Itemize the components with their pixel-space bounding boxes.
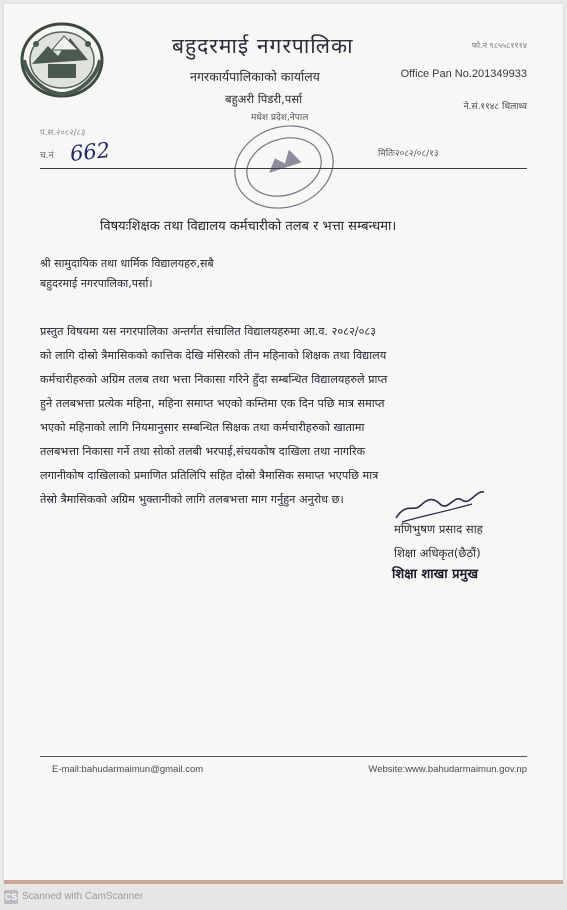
body-line: को लागि दोस्रो त्रैमासिकको कात्तिक देखि मंसिरको तीन महिनाको शिक्षक तथा विद्यालय	[40, 349, 387, 362]
body-line: लगानीकोष दाखिलाको प्रमाणित प्रतिलिपि सहित दोस्रो त्रैमासिक समाप्त भएपछि मात्र	[40, 469, 379, 482]
municipality-emblem-icon	[18, 20, 106, 98]
signatory-post: शिक्षा अधिकृत(छैठौं)	[394, 546, 481, 560]
body-line: कर्मचारीहरुको अग्रिम तलब तथा भत्ता निकासा गरिने हुँदा सम्बन्धित विद्यालयहरुले प्राप्त	[40, 373, 388, 386]
letter-subject: विषयःशिक्षक तथा विद्यालय कर्मचारीको तलब र भत्ता सम्बन्धमा।	[100, 219, 397, 234]
body-line: तेस्रो त्रैमासिकको अग्रिम भुक्तानीको लागि तलबभत्ता माग गर्नुहुन अनुरोध छ।	[40, 493, 344, 506]
footer-website: Website:www.bahudarmaimun.gov.np	[368, 764, 527, 775]
scanner-watermark: Scanned with CamScanner	[22, 891, 144, 902]
office-address: बहुअरी पिडरी,पर्सा	[225, 92, 303, 106]
reference-cha-na-label: च.नं	[40, 151, 54, 161]
reference-pa-sa: प.स.२०८२/८३	[40, 128, 86, 138]
footer-email: E-mail:bahudarmaimun@gmail.com	[52, 764, 204, 775]
municipality-name: बहुदरमाई नगरपालिका	[172, 34, 354, 58]
office-name: नगरकार्यपालिकाको कार्यालय	[190, 69, 320, 84]
footer-divider	[40, 756, 527, 757]
recipient-line-1: श्री सामुदायिक तथा धार्मिक विद्यालयहरु,सबै	[40, 257, 214, 270]
body-line: तलबभत्ता निकासा गर्ने तथा सोको तलबी भरपाई,संचयकोष दाखिला तथा नागरिक	[40, 445, 366, 458]
signatory-stamp: शिक्षा शाखा प्रमुख	[392, 567, 478, 582]
recipient-line-2: बहुदरमाई नगरपालिका,पर्सा।	[40, 277, 153, 290]
established-year: ने.सं.११४८ थिलाथ्व	[463, 102, 527, 112]
handwritten-dispatch-number: 662	[68, 137, 112, 167]
office-stamp	[228, 118, 340, 216]
province-name: मधेश प्रदेश,नेपाल	[251, 113, 309, 123]
phone-number: फो.नं ९८५५८१११४	[471, 41, 527, 50]
signatory-name: मणिभुषण प्रसाद साह	[394, 522, 483, 536]
body-line: भएको महिनाको लागि नियमानुसार सम्बन्धित सिक्षक तथा कर्मचारीहरुको खातामा	[40, 421, 365, 434]
body-line: प्रस्तुत विषयमा यस नगरपालिका अन्तर्गत संचालित विद्यालयहरुमा आ.व. २०८२/०८३	[40, 325, 377, 338]
body-line: हुने तलबभत्ता प्रत्येक महिना, महिना समाप्त भएको कम्तिमा एक दिन पछि मात्र समाप्त	[40, 397, 385, 410]
header-divider	[40, 168, 527, 169]
office-pan: Office Pan No.201349933	[400, 68, 527, 80]
camscanner-logo-icon: CS	[4, 892, 18, 902]
letter-date: मितिः२०८२/०८/१३	[378, 149, 439, 159]
